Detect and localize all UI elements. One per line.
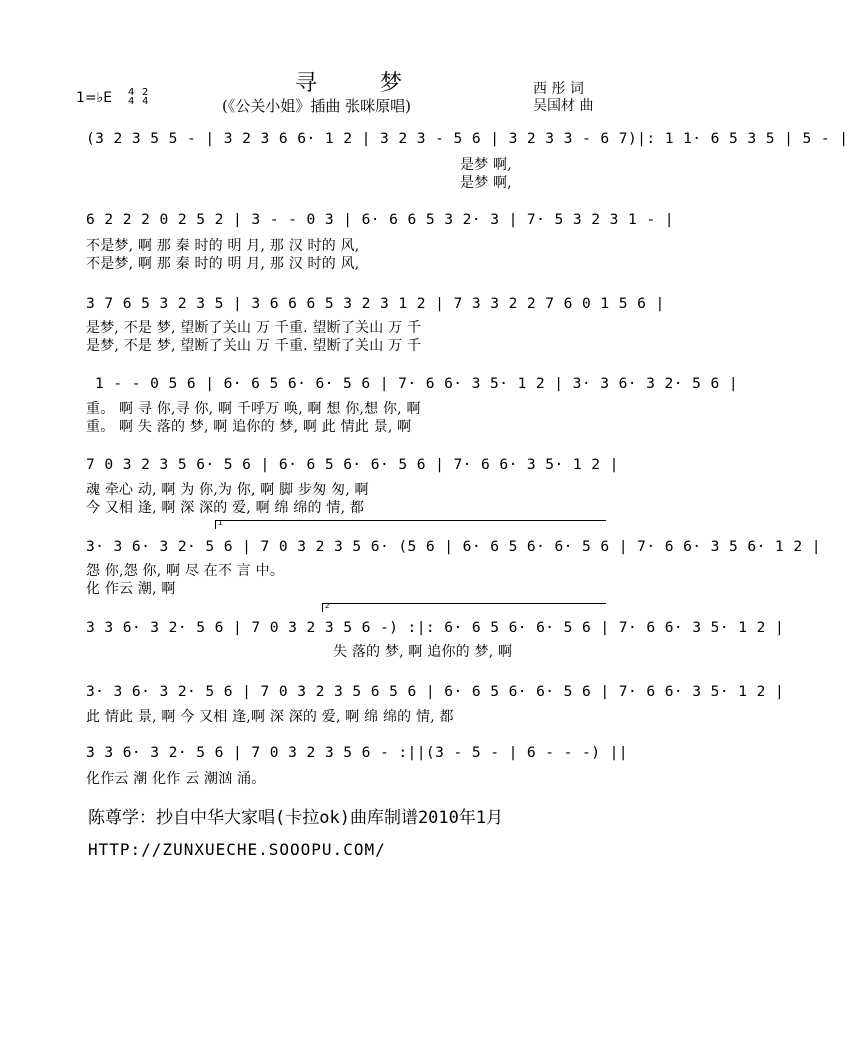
time-sig-numerator: 2: [142, 87, 149, 98]
notation-line-7: 3 3 6· 3 2· 5 6 | 7 0 3 2 3 5 6 -) :|: 6· 6 5 6· 6· 5 6 | 7· 6 6· 3 5· 1 2 |: [86, 619, 785, 636]
notation-line-2: 6 2 2 2 0 2 5 2 | 3 - - 0 3 | 6· 6 6 5 3 2· 3 | 7· 5 3 2 3 1 - |: [86, 211, 674, 228]
transcriber-credit: 陈尊学：抄自中华大家唱(卡拉ok)曲库制谱2010年1月: [88, 808, 504, 828]
lyric-line-1-verse-1: 是梦 啊,: [460, 157, 512, 173]
notation-line-5: 7 0 3 2 3 5 6· 5 6 | 6· 6 5 6· 6· 5 6 | 7· 6 6· 3 5· 1 2 |: [86, 456, 619, 473]
lyric-line-4-verse-2: 重。 啊 失 落的 梦, 啊 追你的 梦, 啊 此 情此 景, 啊: [86, 419, 412, 435]
source-url[interactable]: HTTP://ZUNXUECHE.SOOOPU.COM/: [88, 840, 386, 859]
song-subtitle: (《公关小姐》插曲 张咪原唱): [222, 97, 411, 115]
lyric-line-8: 此 情此 景, 啊 今 又相 逢,啊 深 深的 爱, 啊 绵 绵的 情, 都: [86, 709, 454, 725]
time-sig-numerator: 4: [128, 87, 135, 98]
lyric-line-6-verse-2: 化 作云 潮, 啊: [86, 581, 176, 597]
key-signature: 1=♭E: [76, 90, 113, 106]
song-title: 寻 梦: [295, 71, 430, 96]
lyric-line-4-verse-1: 重。 啊 寻 你,寻 你, 啊 千呼万 唤, 啊 想 你,想 你, 啊: [86, 401, 421, 417]
time-sig-denominator: 4: [142, 96, 149, 107]
volta-bracket-2: 2: [322, 603, 606, 612]
notation-line-3: 3 7 6 5 3 2 3 5 | 3 6 6 6 5 3 2 3 1 2 | 7 3 3 2 2 7 6 0 1 5 6 |: [86, 295, 665, 312]
lyric-line-3-verse-1: 是梦, 不是 梦, 望断了关山 万 千重. 望断了关山 万 千: [86, 320, 422, 336]
notation-line-4: 1 - - 0 5 6 | 6· 6 5 6· 6· 5 6 | 7· 6 6· 3 5· 1 2 | 3· 3 6· 3 2· 5 6 |: [95, 375, 739, 392]
lyric-line-5-verse-1: 魂 牵心 动, 啊 为 你,为 你, 啊 脚 步匆 匆, 啊: [86, 482, 369, 498]
time-signature-4-4: [128, 88, 134, 106]
lyricist-credit: 西 彤 词: [533, 81, 584, 97]
lyric-line-5-verse-2: 今 又相 逢, 啊 深 深的 爱, 啊 绵 绵的 情, 都: [86, 500, 365, 516]
lyric-line-6-verse-1: 怨 你,怨 你, 啊 尽 在不 言 中。: [86, 563, 285, 579]
time-sig-denominator: 4: [128, 96, 135, 107]
time-signature-2-4: [142, 88, 148, 106]
volta-bracket-1: 1: [215, 520, 606, 529]
lyric-line-2-verse-2: 不是梦, 啊 那 秦 时的 明 月, 那 汉 时的 风,: [86, 256, 360, 272]
lyric-line-1-verse-2: 是梦 啊,: [460, 175, 512, 191]
lyric-line-9: 化作云 潮 化作 云 潮汹 涌。: [86, 771, 266, 787]
lyric-line-7-verse-2: 失 落的 梦, 啊 追你的 梦, 啊: [333, 644, 513, 660]
notation-line-9: 3 3 6· 3 2· 5 6 | 7 0 3 2 3 5 6 - :||(3 - 5 - | 6 - - -) ||: [86, 744, 628, 761]
notation-line-1: (3 2 3 5 5 - | 3 2 3 6 6· 1 2 | 3 2 3 - 5 6 | 3 2 3 3 - 6 7)|: 1 1· 6 5 3 5 | 5 - |: [86, 130, 848, 147]
notation-line-6: 3· 3 6· 3 2· 5 6 | 7 0 3 2 3 5 6· (5 6 | 6· 6 5 6· 6· 5 6 | 7· 6 6· 3 5 6· 1 2 |: [86, 538, 821, 555]
composer-credit: 吴国材 曲: [533, 98, 594, 114]
lyric-line-3-verse-2: 是梦, 不是 梦, 望断了关山 万 千重. 望断了关山 万 千: [86, 338, 422, 354]
notation-line-8: 3· 3 6· 3 2· 5 6 | 7 0 3 2 3 5 6 5 6 | 6· 6 5 6· 6· 5 6 | 7· 6 6· 3 5· 1 2 |: [86, 683, 785, 700]
lyric-line-2-verse-1: 不是梦, 啊 那 秦 时的 明 月, 那 汉 时的 风,: [86, 238, 360, 254]
